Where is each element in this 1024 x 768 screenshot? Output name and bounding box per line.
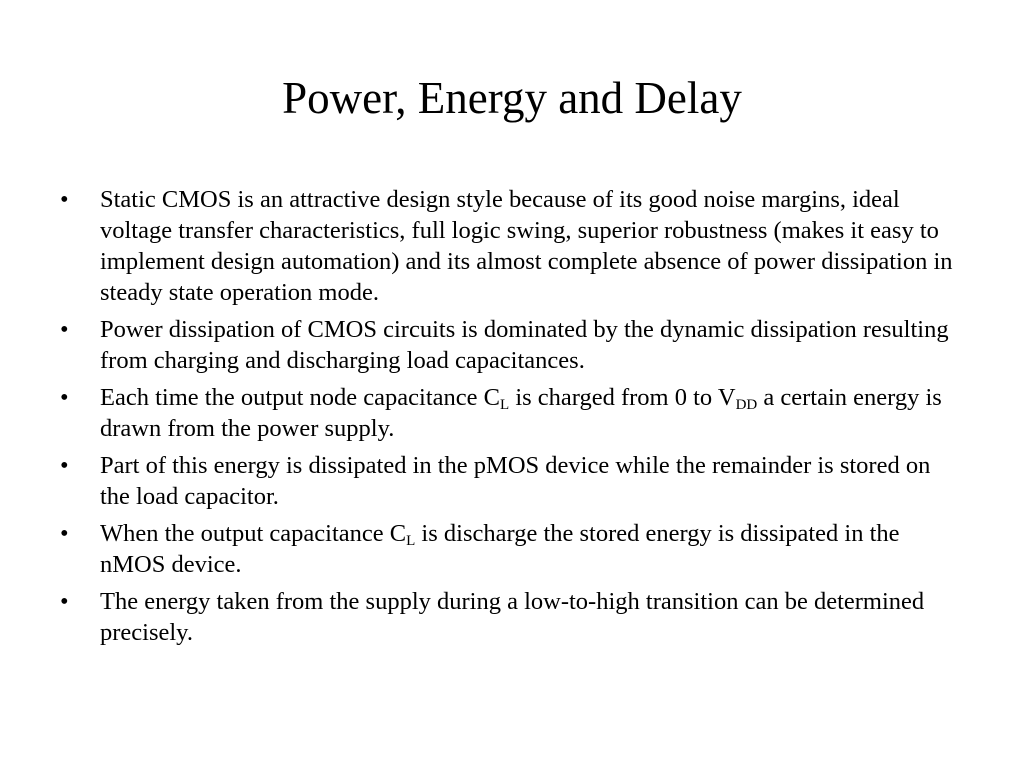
bullet-text [100,382,965,444]
bullet-icon: • [60,384,69,411]
text-segment: Each time the output node capacitance C [100,384,501,411]
subscript-dd: DD [735,397,758,413]
bullet-item [60,314,965,376]
bullet-item [60,382,965,444]
bullet-icon: • [60,520,69,547]
bullet-item [60,586,965,648]
bullet-list [60,184,965,654]
bullet-icon: • [60,316,69,343]
bullet-text: Power dissipation of CMOS circuits is dominated by the dynamic dissipation resulting from charging and discharging load capacitances. [100,316,949,374]
bullet-text: Static CMOS is an attractive design style because of its good noise margins, ideal voltage transfer characteristics, full logic swing, superior robustness (makes it easy to implement design automation) and its almost complete absence of power dissipation in steady state operation mode. [100,186,953,306]
slide-title: Power, Energy and Delay [282,73,742,123]
bullet-icon: • [60,452,69,479]
text-segment: a certain energy is drawn from the power supply. [100,384,942,442]
subscript-l: L [500,397,510,413]
text-segment: When the output capacitance C [100,520,407,547]
bullet-text: Part of this energy is dissipated in the pMOS device while the remainder is stored on the load capacitor. [100,452,931,510]
bullet-icon: • [60,588,69,615]
bullet-item [60,450,965,512]
bullet-text [100,518,965,580]
subscript-l: L [406,533,416,549]
bullet-item [60,184,965,308]
bullet-text: The energy taken from the supply during a low-to-high transition can be determined precisely. [100,588,925,646]
text-segment: is discharge the stored energy is dissipated in the nMOS device. [100,520,900,578]
bullet-item [60,518,965,580]
text-segment: is charged from 0 to V [509,384,736,411]
bullet-icon: • [60,186,69,213]
